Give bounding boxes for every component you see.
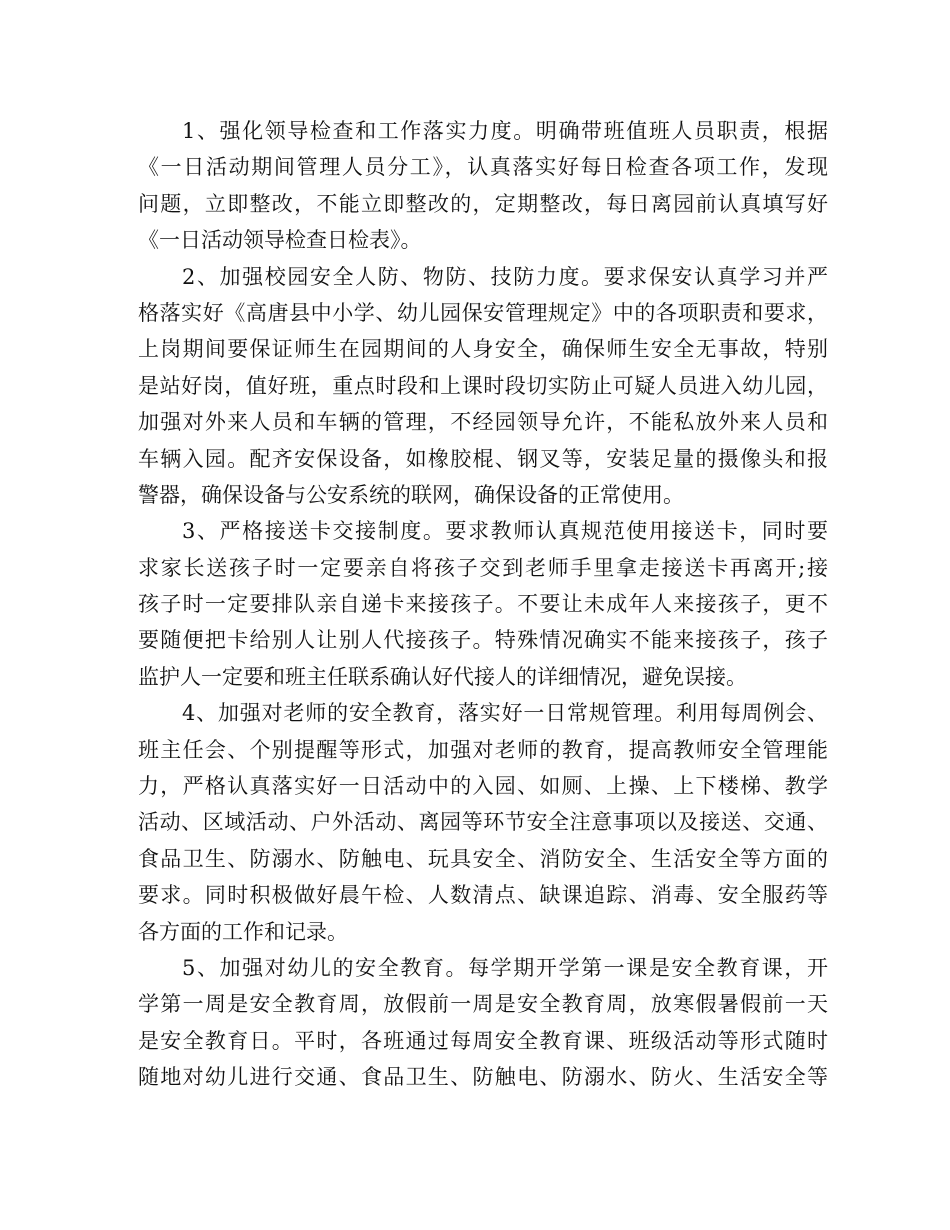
text-line: 孩子时一定要排队亲自递卡来接孩子。不要让未成年人来接孩子，更不 [138,592,828,617]
text-line: 食品卫生、防溺水、防触电、玩具安全、消防安全、生活安全等方面的 [138,846,828,871]
paragraph-1 [138,113,828,259]
text-line: 2、加强校园安全人防、物防、技防力度。要求保安认真学习并严 [182,264,828,289]
text-line: 上岗期间要保证师生在园期间的人身安全，确保师生安全无事故，特别 [138,337,828,362]
text-line: 是安全教育日。平时，各班通过每周安全教育课、班级活动等形式随时 [138,1028,828,1053]
text-line: 各方面的工作和记录。 [138,919,348,944]
text-line: 问题，立即整改，不能立即整改的，定期整改，每日离园前认真填写好 [138,191,828,216]
paragraph-2 [138,259,828,514]
text-line: 加强对外来人员和车辆的管理，不经园领导允许，不能私放外来人员和 [138,410,828,435]
text-line: 《一日活动期间管理人员分工》，认真落实好每日检查各项工作，发现 [138,155,828,180]
text-line: 力，严格认真落实好一日活动中的入园、如厕、上操、上下楼梯、教学 [138,774,828,799]
text-line: 求家长送孩子时一定要亲自将孩子交到老师手里拿走接送卡再离开;接 [138,555,828,580]
text-line: 5、加强对幼儿的安全教育。每学期开学第一课是安全教育课，开 [182,955,828,980]
text-line: 车辆入园。配齐安保设备，如橡胶棍、钢叉等，安装足量的摄像头和报 [138,446,828,471]
paragraph-3 [138,513,828,695]
text-line: 要求。同时积极做好晨午检、人数清点、缺课追踪、消毒、安全服药等 [138,883,828,908]
text-line: 活动、区域活动、户外活动、离园等环节安全注意事项以及接送、交通、 [138,810,828,835]
text-line: 要随便把卡给别人让别人代接孩子。特殊情况确实不能来接孩子，孩子 [138,628,828,653]
text-line: 4、加强对老师的安全教育，落实好一日常规管理。利用每周例会、 [182,701,828,726]
text-line: 3、严格接送卡交接制度。要求教师认真规范使用接送卡，同时要 [182,519,828,544]
document-body [138,113,828,1096]
text-line: 格落实好《高唐县中小学、幼儿园保安管理规定》中的各项职责和要求， [138,300,828,325]
paragraph-4 [138,695,828,950]
text-line: 警器，确保设备与公安系统的联网，确保设备的正常使用。 [138,482,684,507]
text-line: 学第一周是安全教育周，放假前一周是安全教育周，放寒假暑假前一天 [138,992,828,1017]
paragraph-5 [138,950,828,1096]
text-line: 班主任会、个别提醒等形式，加强对老师的教育，提高教师安全管理能 [138,737,828,762]
text-line: 1、强化领导检查和工作落实力度。明确带班值班人员职责，根据 [182,119,828,143]
text-line: 是站好岗，值好班，重点时段和上课时段切实防止可疑人员进入幼儿园， [138,373,828,398]
text-line: 监护人一定要和班主任联系确认好代接人的详细情况，避免误接。 [138,664,747,689]
text-line: 《一日活动领导检查日检表》。 [138,228,422,253]
text-line: 随地对幼儿进行交通、食品卫生、防触电、防溺水、防火、生活安全等 [138,1065,828,1090]
